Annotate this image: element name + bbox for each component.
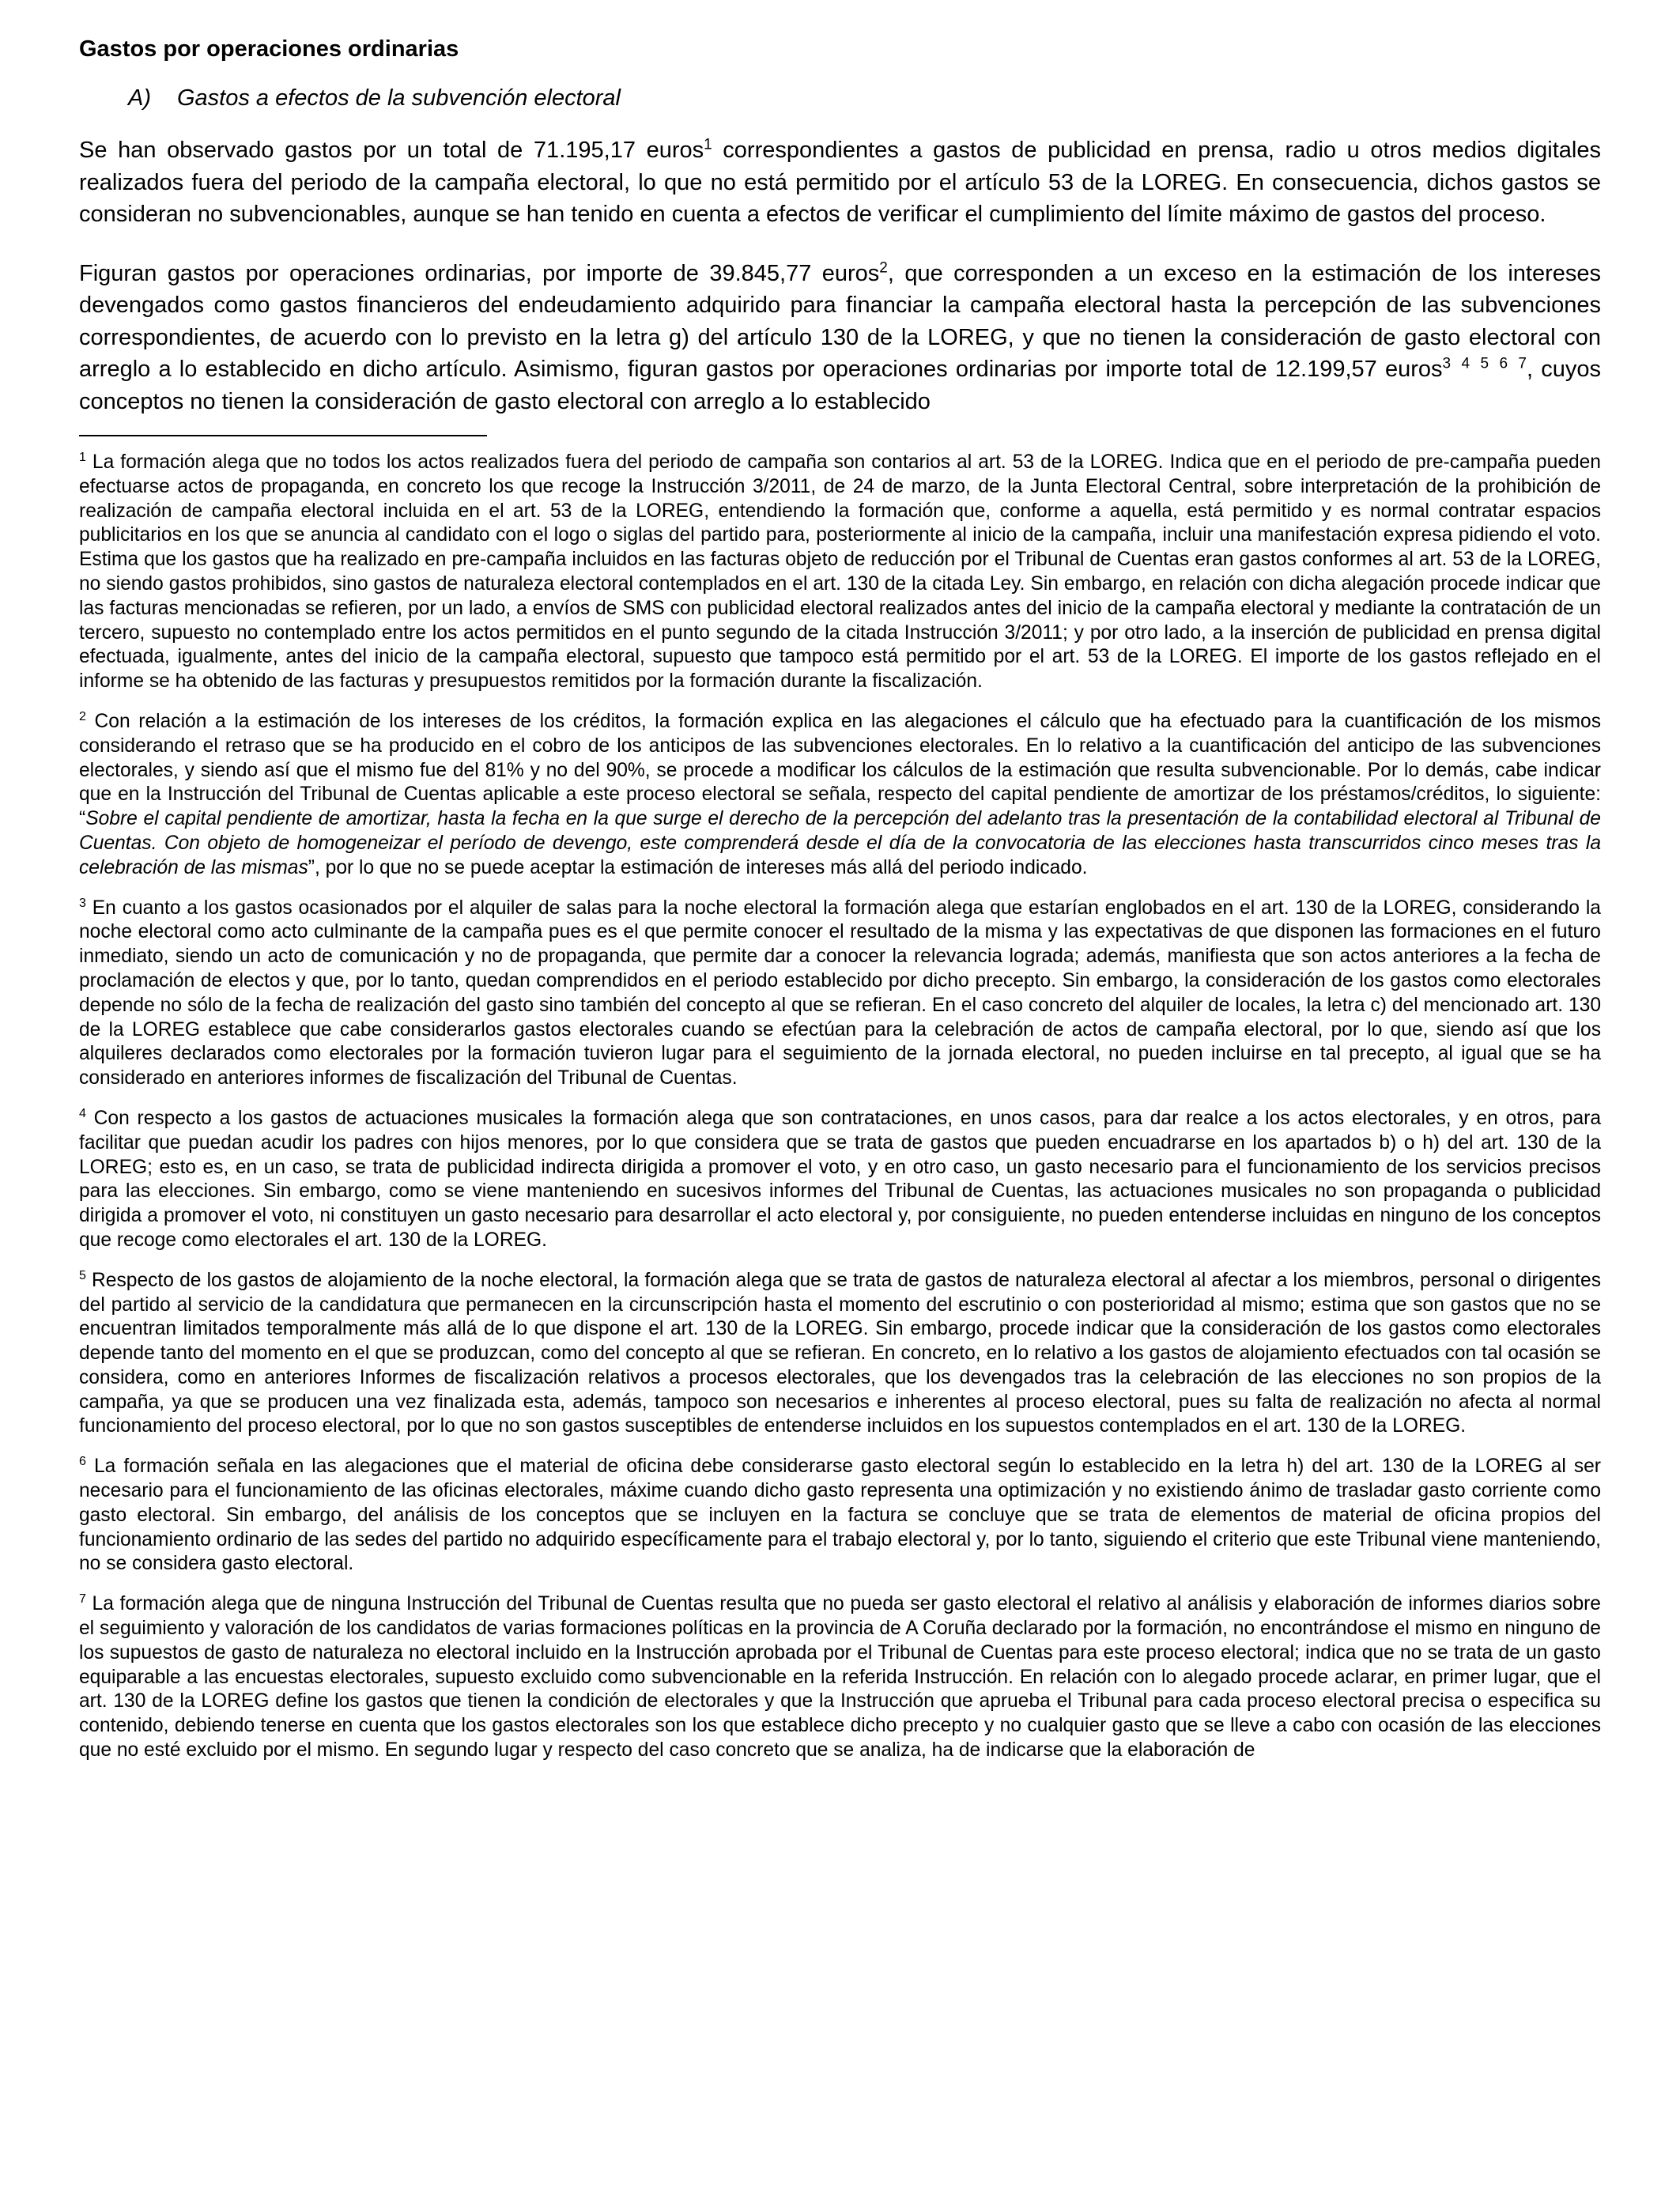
footnote-text: ”, por lo que no se puede aceptar la estimación de intereses más allá del periodo indicado. [308,856,1088,878]
paragraph-text: correspondientes a gastos de publicidad en prensa, radio u otros medios digitales realizados fuera del periodo de la campaña electoral, lo que no está permitido por el artículo 53 de la LOREG. En consecuencia, dichos gastos se consideran no subvencionables, aunque se han tenido en cuenta a efectos de verificar el cumplimiento del límite máximo de gastos del proceso. [79,138,1601,227]
footnote-number: 6 [79,1455,86,1469]
footnote-number: 4 [79,1106,86,1120]
document-page [79,33,1601,1779]
section-heading: Gastos por operaciones ordinarias [79,36,459,62]
footnote-quote: Sobre el capital pendiente de amortizar, hasta la fecha en la que surge el derecho de la percepción del adelanto tras la presentación de la contabilidad electoral al Tribunal de Cuentas. Con objeto de homogeneizar el período de devengo, este comprenderá desde el día de la convocatoria de las elecciones hasta transcurridos cinco meses tras la celebración de las mismas [79,808,1601,878]
footnote-text: Con relación a la estimación de los intereses de los créditos, la formación explica en las alegaciones el cálculo que ha efectuado para la cuantificación de los mismos considerando el retraso que se ha producido en el cobro de los anticipos de las subvenciones electorales. En lo relativo a la cuantificación del anticipo de las subvenciones electorales, y siendo así que el mismo fue del 81% y no del 90%, se procede a modificar los cálculos de la estimación que resulta subvencionable. Por lo demás, cabe indicar que en la Instrucción del Tribunal de Cuentas aplicable a este proceso electoral se señala, respecto del capital pendiente de amortizar de los préstamos/créditos, lo siguiente: “ [79,710,1601,830]
footnote-6 [79,1455,1601,1577]
footnote-text: Con respecto a los gastos de actuaciones musicales la formación alega que son contrataciones, en unos casos, para dar realce a los actos electorales, y en otros, para facilitar que puedan acudir los padres con hijos menores, por lo que considera que se trata de gastos que pueden encuadrarse en los apartados b) o h) del art. 130 de la LOREG; esto es, en un caso, se trata de publicidad indirecta dirigida a promover el voto, y en otro caso, un gasto necesario para el funcionamiento de los servicios precisos para las elecciones. Sin embargo, como se viene manteniendo en sucesivos informes del Tribunal de Cuentas, las actuaciones musicales no son propaganda o publicidad dirigida a promover el voto, ni constituyen un gasto necesario para desarrollar el acto electoral y, por consiguiente, no pueden entenderse incluidas en ninguno de los conceptos que recoge como electorales el art. 130 de la LOREG. [79,1107,1601,1251]
footnote-number: 5 [79,1268,86,1282]
subsection-letter: A) [128,85,151,111]
footnote-number: 7 [79,1592,86,1607]
footnote-text: La formación señala en las alegaciones que el material de oficina debe considerarse gasto electoral según lo establecido en la letra h) del art. 130 de la LOREG al ser necesario para el funcionamiento de las oficinas electorales, máxime cuando dicho gasto representa una optimización y no existiendo ánimo de trasladar gasto corriente como gasto electoral. Sin embargo, del análisis de los conceptos que se incluyen en la factura se concluye que se trata de elementos de material de oficina propios del funcionamiento ordinario de las sedes del partido no adquirido específicamente para el trabajo electoral y, por lo tanto, siguiendo el criterio que este Tribunal viene manteniendo, no se considera gasto electoral. [79,1456,1601,1575]
footnote-4 [79,1107,1601,1253]
footnote-number: 2 [79,709,86,723]
footnote-separator [79,435,487,436]
body-paragraph-2 [79,258,1601,418]
footnote-text: En cuanto a los gastos ocasionados por el alquiler de salas para la noche electoral la formación alega que estarían englobados en el art. 130 de la LOREG, considerando la noche electoral como acto culminante de la campaña pues es el que permite conocer el resultado de la misma y las expectativas de que disponen las formaciones en el futuro inmediato, siendo un acto de comunicación y no de propaganda, que permite dar a conocer la relevancia lograda; además, manifiesta que son actos anteriores a la fecha de proclamación de electos y que, por lo tanto, quedan comprendidos en el periodo establecido por dicho precepto. Sin embargo, la consideración de los gastos como electorales depende no sólo de la fecha de realización del gasto sino también del concepto al que se refieran. En el caso concreto del alquiler de locales, la letra c) del mencionado art. 130 de la LOREG establece que cabe considerarlos gastos electorales cuando se efectúan para la celebración de actos de campaña electoral, por lo que, siendo así que los alquileres declarados como electorales por la formación tuvieron lugar para el seguimiento de la jornada electoral, no pueden incluirse en tal precepto, al igual que se ha considerado en anteriores informes de fiscalización del Tribunal de Cuentas. [79,897,1601,1089]
footnote-2 [79,710,1601,881]
paragraph-text: , cuyos conceptos no tienen la consideración de gasto electoral con arreglo a lo establecido [79,357,1601,414]
footnote-7 [79,1592,1601,1763]
paragraph-text: , que corresponden a un exceso en la estimación de los intereses devengados como gastos financieros del endeudamiento adquirido para financiar la campaña electoral hasta la percepción de las subvenciones correspondientes, de acuerdo con lo previsto en la letra g) del artículo 130 de la LOREG, y que no tienen la consideración de gasto electoral con arreglo a lo establecido en dicho artículo. Asimismo, figuran gastos por operaciones ordinarias por importe total de 12.199,57 euros [79,260,1601,382]
footnote-number: 3 [79,896,86,910]
footnote-5 [79,1269,1601,1440]
subsection-heading [128,82,1601,114]
paragraph-text: Se han observado gastos por un total de 71.195,17 euros [79,138,704,163]
subsection-title: Gastos a efectos de la subvención electoral [177,85,621,111]
footnote-text: Respecto de los gastos de alojamiento de la noche electoral, la formación alega que se trata de gastos de naturaleza electoral al afectar a los miembros, personal o dirigentes del partido al servicio de la candidatura que permanecen en la circunscripción hasta el momento del escrutinio o con posterioridad al mismo; estima que son gastos que no se encuentran limitados temporalmente más allá de lo que dispone el art. 130 de la LOREG. Sin embargo, procede indicar que la consideración de los gastos como electorales depende tanto del momento en el que se produzcan, como del concepto al que se refieran. En concreto, en lo relativo a los gastos de alojamiento efectuados con tal ocasión se considera, como en anteriores Informes de fiscalización relativos a procesos electorales, que los devengados tras la celebración de las elecciones no son propios de la campaña, ya que se producen una vez finalizada esta, además, tampoco son necesarios e inherentes al proceso electoral, pues su falta de realización no afecta al normal funcionamiento del proceso electoral, por lo que no son gastos susceptibles de entenderse incluidos en los supuestos contemplados en el art. 130 de la LOREG. [79,1269,1601,1437]
footnote-3 [79,897,1601,1091]
footnote-1 [79,451,1601,694]
footnote-ref: 1 [704,136,712,153]
footnote-text: La formación alega que de ninguna Instrucción del Tribunal de Cuentas resulta que no pueda ser gasto electoral el relativo al análisis y elaboración de informes diarios sobre el seguimiento y valoración de los candidatos de varias formaciones políticas en la provincia de A Coruña declarado por la formación, no encontrándose el mismo en ninguno de los supuestos de gasto de naturaleza no electoral incluido en la Instrucción aprobada por el Tribunal de Cuentas para este proceso electoral; indica que no se trata de un gasto equiparable a las encuestas electorales, supuesto excluido como subvencionable en la referida Instrucción. En relación con lo alegado procede aclarar, en primer lugar, que el art. 130 de la LOREG define los gastos que tienen la condición de electorales y que la Instrucción que aprueba el Tribunal para cada proceso electoral precisa o especifica su contenido, debiendo tenerse en cuenta que los gastos electorales son los que establece dicho precepto y no cualquier gasto que se lleve a cabo con ocasión de las elecciones que no esté excluido por el mismo. En segundo lugar y respecto del caso concreto que se analiza, ha de indicarse que la elaboración de [79,1593,1601,1762]
footnote-refs: 3 4 5 6 7 [1442,355,1527,372]
paragraph-text: Figuran gastos por operaciones ordinarias, por importe de 39.845,77 euros [79,260,880,286]
footnote-ref: 2 [879,259,888,276]
footnote-number: 1 [79,450,86,464]
body-paragraph-1 [79,134,1601,231]
footnote-text: La formación alega que no todos los actos realizados fuera del periodo de campaña son contarios al art. 53 de la LOREG. Indica que en el periodo de pre-campaña pueden efectuarse actos de propaganda, en concreto los que recoge la Instrucción 3/2011, de 24 de marzo, de la Junta Electoral Central, sobre interpretación de la prohibición de realización de campaña electoral incluida en el art. 53 de la LOREG, entendiendo la formación que, conforme a aquella, está permitido y es normal contratar espacios publicitarios en los que se anuncia al candidato con el logo o siglas del partido para, posteriormente al inicio de la campaña, incluir una manifestación expresa pidiendo el voto. Estima que los gastos que ha realizado en pre-campaña incluidos en las facturas objeto de reducción por el Tribunal de Cuentas eran gastos conformes al art. 53 de la LOREG, no siendo gastos prohibidos, sino gastos de naturaleza electoral contemplados en el art. 130 de la citada Ley. Sin embargo, en relación con dicha alegación procede indicar que las facturas mencionadas se refieren, por un lado, a envíos de SMS con publicidad electoral realizados antes del inicio de la campaña electoral y mediante la contratación de un tercero, supuesto no contemplado entre los actos permitidos en el punto segundo de la citada Instrucción 3/2011; y por otro lado, a la inserción de publicidad en prensa digital efectuada, igualmente, antes del inicio de la campaña electoral, supuesto que tampoco está permitido por el art. 53 de la LOREG. El importe de los gastos reflejado en el informe se ha obtenido de las facturas y presupuestos remitidos por la formación durante la fiscalización. [79,451,1601,693]
